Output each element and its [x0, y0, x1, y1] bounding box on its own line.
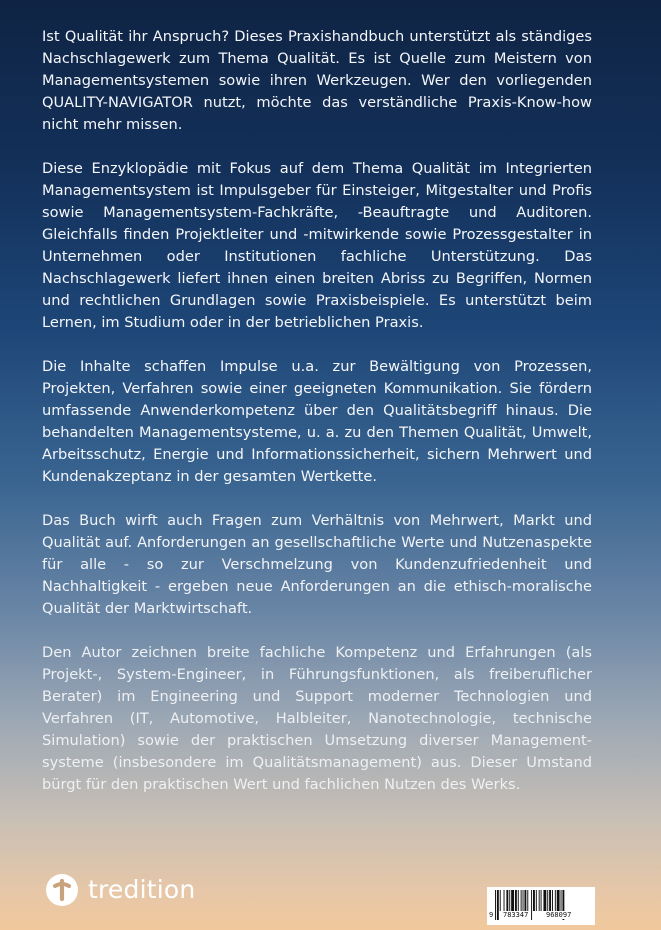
barcode-bar [561, 890, 562, 911]
barcode-bar [497, 890, 499, 920]
publisher-name: tredition [88, 875, 196, 904]
barcode-bar [524, 890, 526, 911]
barcode-bar [557, 890, 560, 911]
barcode-bar [518, 890, 519, 911]
barcode-bar [527, 890, 528, 911]
barcode-bar [533, 890, 535, 911]
barcode-bar [515, 890, 517, 911]
tredition-logo-icon [46, 874, 78, 906]
paragraph-content: Die Inhalte schaffen Impulse u.a. zur Bewältigung von Prozessen, Projekten, Verfahren sowie einer geeigneten Kommunikation. Sie fördern umfassende Anwenderkompetenz über den Qualitätsbegriff hinaus. Die behandelten Managementsysteme, u. a. zu den Themen Qualität, Umwelt, Arbeitsschutz, Energie und Informationssicherheit, sichern Mehrwert und Kundenakzeptanz in der gesamten Wertkette. [42, 358, 592, 485]
barcode-digit-first: 9 [489, 911, 494, 919]
barcode-bar [521, 890, 522, 911]
barcode-bar [539, 890, 540, 911]
paragraph-questions: Das Buch wirft auch Fragen zum Verhältnis von Mehrwert, Markt und Qualität auf. Anforderungen an gesellschaftliche Werte und Nutzenaspekte für alle - so zur Verschmelzung von Kundenzufriedenheit und Nachhaltigkeit - ergeben neue Anforderungen an die ethisch-moralische Qualität der Marktwirtschaft. [42, 512, 592, 617]
barcode-bar [541, 890, 542, 911]
barcode-bar [543, 890, 546, 911]
barcode-bar [506, 890, 508, 911]
barcode-digits-right: 968097 [546, 911, 572, 919]
back-cover-text [42, 26, 592, 818]
paragraph-encyclopedia: Diese Enzyklopädie mit Fokus auf dem Thema Qualität im Integrierten Managementsystem ist Impulsgeber für Einsteiger, Mitgestalter und Profis sowie Managementsystem-Fachkräfte, -Beauftragte und Auditoren. Gleichfalls finden Projektleiter und -mitwirkende sowie Prozessgestalter in Unternehmen oder Institutionen fachliche Unterstützung. Das Nachschlagewerk liefert ihnen einen breiten Abriss zu Begriffen, Normen und rechtlichen Grundlagen sowie Praxisbeispiele. Es unterstützt beim Lernen, im Studium oder in der betrieblichen Praxis. [42, 160, 592, 331]
barcode-bar [495, 890, 496, 920]
barcode-bar [555, 890, 556, 911]
barcode-bar [504, 890, 505, 911]
barcode-bar [547, 890, 548, 911]
barcode-bar [552, 890, 553, 911]
isbn-barcode [487, 887, 595, 925]
paragraph-author: Den Autor zeichnen breite fachliche Kompetenz und Erfahrungen (als Projekt-, System-Engineer, in Führungsfunktionen, als freiberuflicher Berater) im Engineering und Support moderner Technologien und Verfahren (IT, Automotive, Halbleiter, Nanotechnologie, technische Simulation) sowie der praktischen Umsetzung diverser Managementsysteme (insbesondere im Qualitätsmanagement) aus. Dieser Umstand bürgt für den praktischen Wert und fachlichen Nutzen des Werks. [42, 644, 592, 793]
paragraph-intro: Ist Qualität ihr Anspruch? Dieses Praxishandbuch unterstützt als ständiges Nachschlagewerk zum Thema Qualität. Es ist Quelle zum Meistern von Managementsystemen sowie ihren Werkzeugen. Wer den vorliegenden QUALITY-NAVIGATOR nutzt, möchte das verständliche Praxis-Know-how nicht mehr missen. [42, 28, 592, 133]
publisher-logo [46, 874, 195, 906]
barcode-digits-left: 783347 [503, 911, 529, 919]
barcode-bar [523, 890, 524, 911]
barcode-bar [509, 890, 510, 911]
barcode-bar [500, 890, 501, 911]
barcode-bar [531, 890, 532, 920]
barcode-bar [536, 890, 537, 911]
barcode-bar [549, 890, 551, 911]
barcode-bar [511, 890, 514, 911]
